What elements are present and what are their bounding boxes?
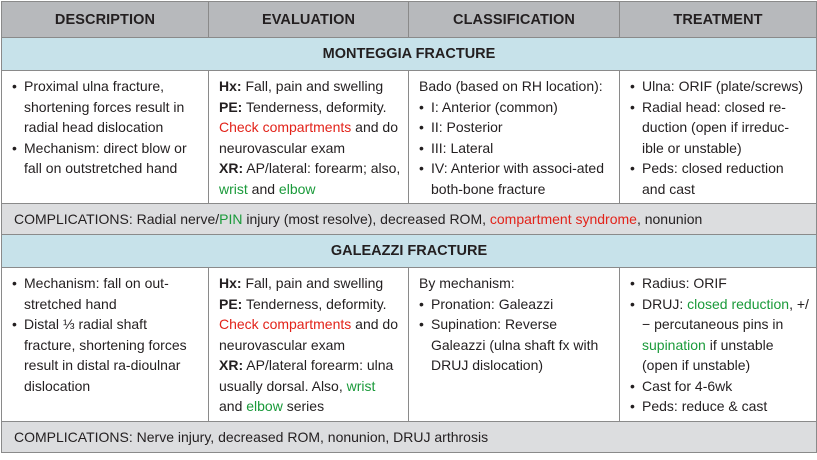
header-treatment: TREATMENT xyxy=(620,2,817,38)
list-item: • Radius: ORIF xyxy=(630,273,810,294)
list-item: • Mechanism: direct blow or fall on outstretched hand xyxy=(12,138,202,179)
galeazzi-hx: Hx: Fall, pain and swelling xyxy=(219,275,384,291)
monteggia-pe: PE: Tenderness, deformity. Check compartments and do neurovascular exam xyxy=(219,98,398,156)
galeazzi-title-row xyxy=(2,235,817,268)
header-description: DESCRIPTION xyxy=(2,2,209,38)
list-item: • Peds: closed reduction and cast xyxy=(630,158,810,199)
monteggia-classification xyxy=(409,71,620,204)
list-item: • Proximal ulna fracture, shortening forces result in radial head dislocation xyxy=(12,76,202,138)
fracture-table xyxy=(1,1,817,453)
monteggia-description xyxy=(2,71,209,204)
list-item: • II: Posterior xyxy=(419,117,613,138)
monteggia-xr: XR: AP/lateral: forearm; also, wrist and elbow xyxy=(219,160,401,197)
monteggia-title: MONTEGGIA FRACTURE xyxy=(2,38,817,71)
monteggia-row xyxy=(2,71,817,204)
galeazzi-complications-row xyxy=(2,421,817,452)
classification-intro: By mechanism: xyxy=(419,275,515,291)
monteggia-treatment xyxy=(620,71,817,204)
list-item: • I: Anterior (common) xyxy=(419,97,613,118)
monteggia-hx: Hx: Fall, pain and swelling xyxy=(219,78,384,94)
galeazzi-title: GALEAZZI FRACTURE xyxy=(2,235,817,268)
galeazzi-xr: XR: AP/lateral forearm: ulna usually dorsal. Also, wrist and elbow series xyxy=(219,357,394,414)
list-item: • Radial head: closed re-duction (open if irreduc-ible or unstable) xyxy=(630,97,810,159)
monteggia-evaluation xyxy=(209,71,409,204)
list-item: • Mechanism: fall on out-stretched hand xyxy=(12,273,202,314)
galeazzi-pe: PE: Tenderness, deformity. Check compartments and do neurovascular exam xyxy=(219,295,398,353)
galeazzi-evaluation xyxy=(209,268,409,422)
list-item: • Peds: reduce & cast xyxy=(630,396,810,417)
galeazzi-complications: COMPLICATIONS: Nerve injury, decreased ROM, nonunion, DRUJ arthrosis xyxy=(2,421,817,452)
list-item: • IV: Anterior with associ-ated both-bone fracture xyxy=(419,158,613,199)
fraction: ⅓ xyxy=(62,316,75,332)
header-evaluation: EVALUATION xyxy=(209,2,409,38)
list-item: • DRUJ: closed reduction, +/− percutaneous pins in supination if unstable (open if unstable) xyxy=(630,294,810,376)
galeazzi-row xyxy=(2,268,817,422)
list-item: • III: Lateral xyxy=(419,138,613,159)
header-classification: CLASSIFICATION xyxy=(409,2,620,38)
list-item: • Ulna: ORIF (plate/screws) xyxy=(630,76,810,97)
list-item: • Pronation: Galeazzi xyxy=(419,294,613,315)
monteggia-complications-row xyxy=(2,204,817,235)
header-row xyxy=(2,2,817,38)
monteggia-title-row xyxy=(2,38,817,71)
galeazzi-treatment xyxy=(620,268,817,422)
galeazzi-classification xyxy=(409,268,620,422)
galeazzi-description xyxy=(2,268,209,422)
list-item: • Supination: Reverse Galeazzi (ulna shaft fx with DRUJ dislocation) xyxy=(419,314,613,376)
list-item: • Distal ⅓ radial shaft fracture, shortening forces result in distal ra-dioulnar dislocation xyxy=(12,314,202,396)
list-item: • Cast for 4-6wk xyxy=(630,376,810,397)
monteggia-complications: COMPLICATIONS: Radial nerve/PIN injury (most resolve), decreased ROM, compartment syndrome, nonunion xyxy=(2,204,817,235)
classification-intro: Bado (based on RH location): xyxy=(419,78,603,94)
